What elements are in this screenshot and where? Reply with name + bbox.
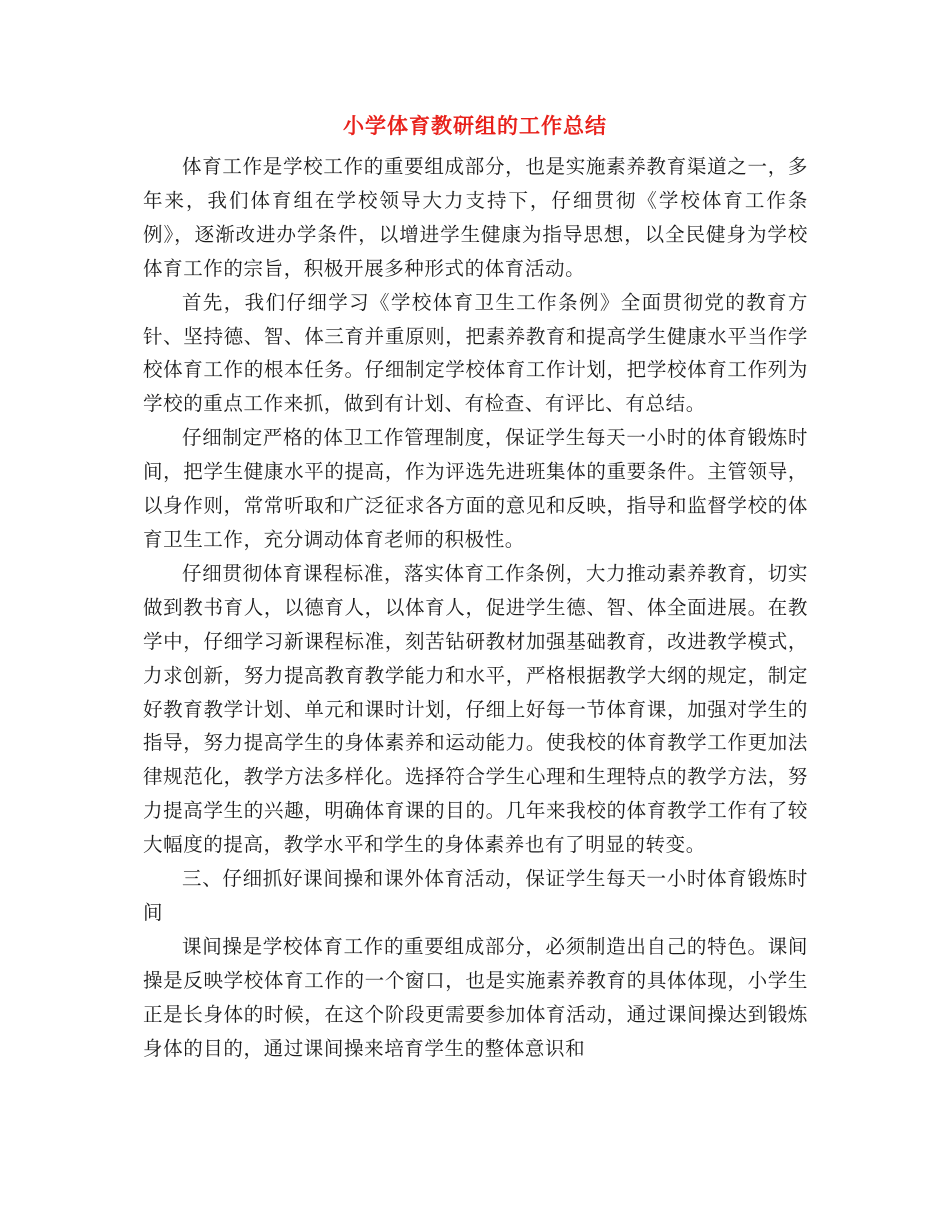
paragraph: 体育工作是学校工作的重要组成部分，也是实施素养教育渠道之一，多年来，我们体育组在学校领导大力支持下，仔细贯彻《学校体育工作条例》，逐渐改进办学条件，以增进学生健康为指导思想，以全民健身为学校体育工作的宗旨，积极开展多种形式的体育活动。: [143, 155, 808, 280]
section-heading: 三、仔细抓好课间操和课外体育活动，保证学生每天一小时体育锻炼时间: [143, 867, 808, 924]
paragraph: 课间操是学校体育工作的重要组成部分，必须制造出自己的特色。课间操是反映学校体育工作的一个窗口，也是实施素养教育的具体体现，小学生正是长身体的时候，在这个阶段更需要参加体育活动，通过课间操达到锻炼身体的目的，通过课间操来培育学生的整体意识和: [143, 934, 808, 1060]
document-body: [143, 150, 808, 1065]
paragraph: 仔细制定严格的体卫工作管理制度，保证学生每天一小时的体育锻炼时间，把学生健康水平的提高，作为评选先进班集体的重要条件。主管领导，以身作则，常常听取和广泛征求各方面的意见和反映，指导和监督学校的体育卫生工作，充分调动体育老师的积极性。: [143, 426, 808, 551]
document-title: 小学体育教研组的工作总结: [343, 114, 607, 138]
paragraph: 首先，我们仔细学习《学校体育卫生工作条例》全面贯彻党的教育方针、坚持德、智、体三育并重原则，把素养教育和提高学生健康水平当作学校体育工作的根本任务。仔细制定学校体育工作计划，把学校体育工作列为学校的重点工作来抓，做到有计划、有检查、有评比、有总结。: [143, 290, 808, 416]
paragraph: 仔细贯彻体育课程标准，落实体育工作条例，大力推动素养教育，切实做到教书育人，以德育人，以体育人，促进学生德、智、体全面进展。在教学中，仔细学习新课程标准，刻苦钻研教材加强基础教育，改进教学模式，力求创新，努力提高教育教学能力和水平，严格根据教学大纲的规定，制定好教育教学计划、单元和课时计划，仔细上好每一节体育课，加强对学生的指导，努力提高学生的身体素养和运动能力。使我校的体育教学工作更加法律规范化，教学方法多样化。选择符合学生心理和生理特点的教学方法，努力提高学生的兴趣，明确体育课的目的。几年来我校的体育教学工作有了较大幅度的提高，教学水平和学生的身体素养也有了明显的转变。: [143, 561, 808, 857]
